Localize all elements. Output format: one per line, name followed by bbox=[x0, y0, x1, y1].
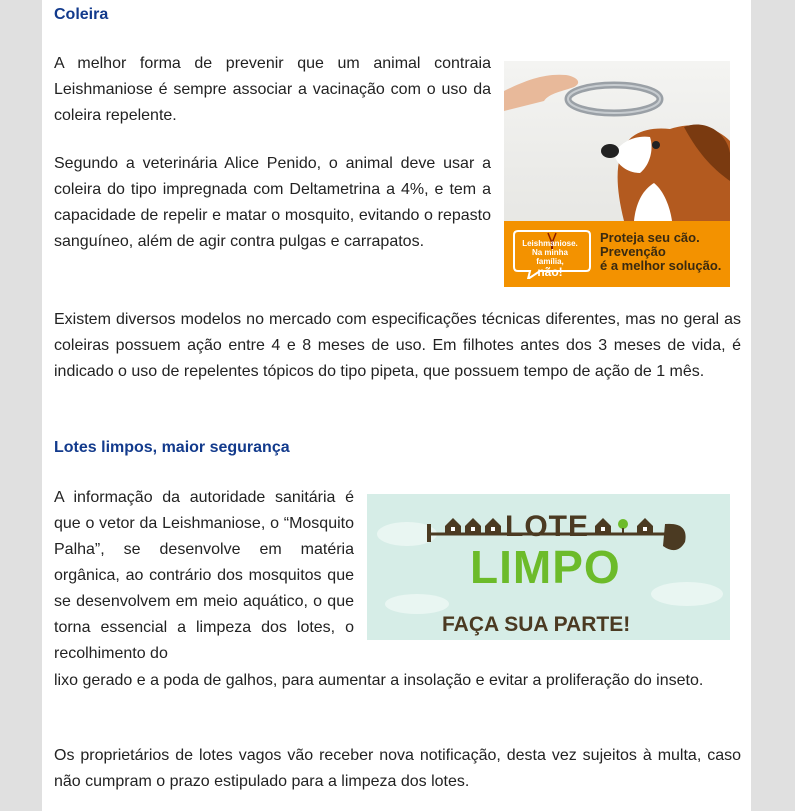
bubble-line: não! bbox=[537, 265, 563, 279]
paragraph: Segundo a veterinária Alice Penido, o animal deve usar a coleira do tipo impregnada com Deltametrina a 4%, e tem a capacidade de repelir e matar o mosquito, evitando o repasto sanguíneo, além de agir contra pulgas e carrapatos. bbox=[54, 155, 491, 250]
slogan-line: Proteja seu cão. bbox=[600, 230, 700, 245]
dog-illustration bbox=[504, 61, 730, 221]
bubble-line: Leishmaniose. bbox=[522, 239, 578, 248]
section-title-coleira: Coleira bbox=[54, 6, 109, 23]
dog-collar-image bbox=[504, 61, 730, 287]
lote-word: LOTE bbox=[505, 510, 589, 543]
slogan-line: Prevenção bbox=[600, 244, 666, 259]
bubble-line: Na minha família, bbox=[531, 248, 568, 266]
slogan-text bbox=[600, 231, 721, 273]
bubble-text bbox=[518, 239, 582, 279]
limpo-word: LIMPO bbox=[470, 541, 621, 593]
slogan-band bbox=[504, 221, 730, 287]
faca-sua-parte-word: FAÇA SUA PARTE! bbox=[442, 613, 631, 636]
paragraph: A informação da autoridade sanitária é que o vetor da Leishmaniose, o “Mosquito Palha”, se desenvolve em matéria orgânica, ao contrário dos mosquitos que se desenvolvem em meio aquático, o que torna essencial a limpeza dos lotes, o recolhimento do bbox=[54, 489, 354, 662]
paragraph: lixo gerado e a poda de galhos, para aumentar a insolação e evitar a proliferação do inseto. bbox=[54, 672, 704, 689]
slogan-line: é a melhor solução. bbox=[600, 258, 722, 273]
paragraph: Existem diversos modelos no mercado com especificações técnicas diferentes, mas no geral as coleiras possuem ação entre 4 e 8 meses de uso. Em filhotes antes dos 3 meses de vida, é indicado o uso de repelentes tópicos do tipo pipeta, que possuem tempo de ação de 1 mês. bbox=[54, 311, 741, 380]
section-title-lotes: Lotes limpos, maior segurança bbox=[54, 439, 290, 456]
lote-limpo-image bbox=[367, 494, 730, 640]
paragraph: A melhor forma de prevenir que um animal contraia Leishmaniose é sempre associar a vacinação com o uso da coleira repelente. bbox=[54, 55, 491, 124]
paragraph: Os proprietários de lotes vagos vão receber nova notificação, desta vez sujeitos à multa, caso não cumpram o prazo estipulado para a limpeza dos lotes. bbox=[54, 747, 741, 790]
